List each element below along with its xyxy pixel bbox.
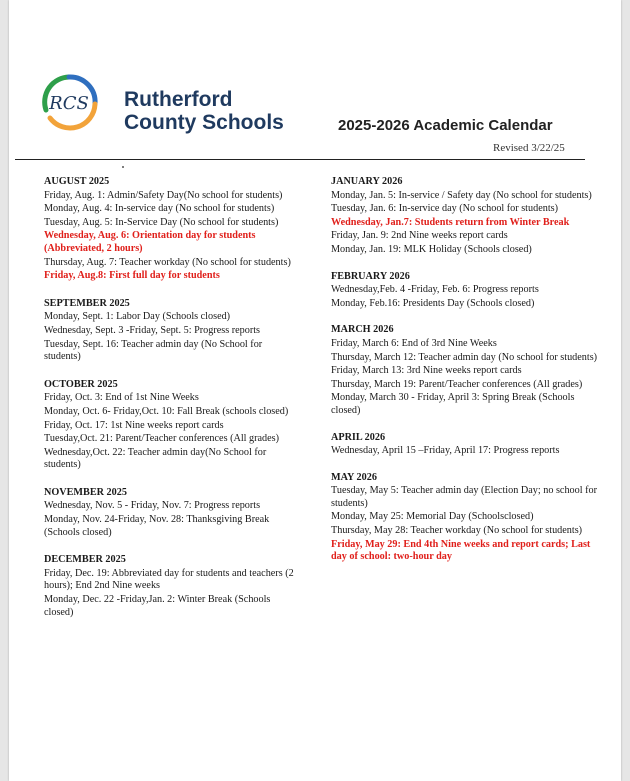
month-heading: SEPTEMBER 2025 <box>44 297 130 309</box>
brand-line-1: Rutherford <box>124 88 233 111</box>
month-section <box>44 298 294 364</box>
month-section <box>331 472 601 564</box>
calendar-page <box>9 0 621 781</box>
header-divider <box>15 159 585 160</box>
month-section <box>331 271 601 311</box>
calendar-event: Tuesday, Aug. 5: In-Service Day (No school for students) <box>44 216 279 228</box>
highlighted-event: Wednesday, Aug. 6: Orientation day for students (Abbreviated, 2 hours) <box>44 230 256 254</box>
month-section <box>331 176 601 257</box>
calendar-event: Friday, Dec. 19: Abbreviated day for students and teachers (2 hours); End 2nd Nine weeks <box>44 567 294 592</box>
month-heading: DECEMBER 2025 <box>44 554 126 566</box>
month-section <box>44 176 294 283</box>
revised-date: Revised 3/22/25 <box>493 142 565 154</box>
calendar-event: Friday, March 6: End of 3rd Nine Weeks <box>331 337 497 349</box>
calendar-event: Monday, Sept. 1: Labor Day (Schools closed) <box>44 311 231 323</box>
month-heading: OCTOBER 2025 <box>44 378 118 390</box>
calendar-event: Wednesday, Nov. 5 - Friday, Nov. 7: Progress reports <box>44 500 261 512</box>
highlighted-event: Friday, Aug.8: First full day for students <box>44 270 220 282</box>
highlighted-event: Friday, May 29: End 4th Nine weeks and report cards; Last day of school: two-hour day <box>331 538 591 563</box>
month-section <box>331 324 601 417</box>
calendar-title: 2025-2026 Academic Calendar <box>338 117 553 134</box>
calendar-event: Monday, Jan. 19: MLK Holiday (Schools closed) <box>331 243 532 255</box>
calendar-event: Thursday, March 19: Parent/Teacher conferences (All grades) <box>331 378 583 390</box>
brand-line-2: County Schools <box>124 111 284 134</box>
calendar-event: Thursday, May 28: Teacher workday (No school for students) <box>331 525 583 537</box>
stray-dot <box>122 166 124 168</box>
month-section <box>331 432 601 458</box>
calendar-event: Tuesday, May 5: Teacher admin day (Election Day; no school for students) <box>331 485 597 509</box>
month-heading: MAY 2026 <box>331 471 377 483</box>
calendar-event: Tuesday, Jan. 6: In-service day (No school for students) <box>331 203 559 215</box>
brand-name <box>124 88 284 134</box>
calendar-event: Friday, Oct. 17: 1st Nine weeks report cards <box>44 419 224 431</box>
left-column <box>44 176 294 634</box>
calendar-event: Wednesday,Oct. 22: Teacher admin day(No School for students) <box>44 446 267 471</box>
calendar-event: Friday, Jan. 9: 2nd Nine weeks report cards <box>331 230 508 242</box>
calendar-event: Wednesday, April 15 –Friday, April 17: Progress reports <box>331 445 560 457</box>
calendar-event: Monday, Aug. 4: In-service day (No school for students) <box>44 203 275 215</box>
month-heading: JANUARY 2026 <box>331 176 403 187</box>
calendar-event: Monday, March 30 - Friday, April 3: Spring Break (Schools closed) <box>331 392 575 416</box>
calendar-event: Friday, March 13: 3rd Nine weeks report cards <box>331 365 522 377</box>
calendar-event: Monday, Feb.16: Presidents Day (Schools closed) <box>331 297 535 309</box>
calendar-event: Wednesday,Feb. 4 -Friday, Feb. 6: Progress reports <box>331 284 539 296</box>
month-section <box>44 379 294 472</box>
month-heading: AUGUST 2025 <box>44 176 110 187</box>
calendar-event: Wednesday, Sept. 3 -Friday, Sept. 5: Progress reports <box>44 324 261 336</box>
calendar-event: Monday, Nov. 24-Friday, Nov. 28: Thanksgiving Break (Schools closed) <box>44 514 270 538</box>
month-heading: NOVEMBER 2025 <box>44 486 127 498</box>
right-column <box>331 176 601 578</box>
month-section <box>44 554 294 619</box>
logo-text: RCS <box>49 93 89 114</box>
calendar-event: Thursday, March 12: Teacher admin day (No school for students) <box>331 351 598 363</box>
calendar-event: Thursday, Aug. 7: Teacher workday (No school for students) <box>44 256 291 268</box>
calendar-event: Friday, Oct. 3: End of 1st Nine Weeks <box>44 392 199 404</box>
month-heading: FEBRUARY 2026 <box>331 270 410 282</box>
rcs-logo-icon <box>38 72 100 132</box>
calendar-event: Monday, Oct. 6- Friday,Oct. 10: Fall Break (schools closed) <box>44 405 289 417</box>
calendar-event: Monday, Dec. 22 -Friday,Jan. 2: Winter Break (Schools closed) <box>44 594 271 618</box>
month-heading: MARCH 2026 <box>331 324 394 336</box>
calendar-event: Tuesday, Sept. 16: Teacher admin day (No School for students) <box>44 338 263 363</box>
month-heading: APRIL 2026 <box>331 431 386 443</box>
calendar-event: Friday, Aug. 1: Admin/Safety Day(No school for students) <box>44 189 283 201</box>
month-section <box>44 487 294 539</box>
calendar-event: Tuesday,Oct. 21: Parent/Teacher conferences (All grades) <box>44 433 280 445</box>
highlighted-event: Wednesday, Jan.7: Students return from Winter Break <box>331 216 570 228</box>
calendar-event: Monday, Jan. 5: In-service / Safety day (No school for students) <box>331 189 592 201</box>
calendar-event: Monday, May 25: Memorial Day (Schoolsclosed) <box>331 511 534 523</box>
